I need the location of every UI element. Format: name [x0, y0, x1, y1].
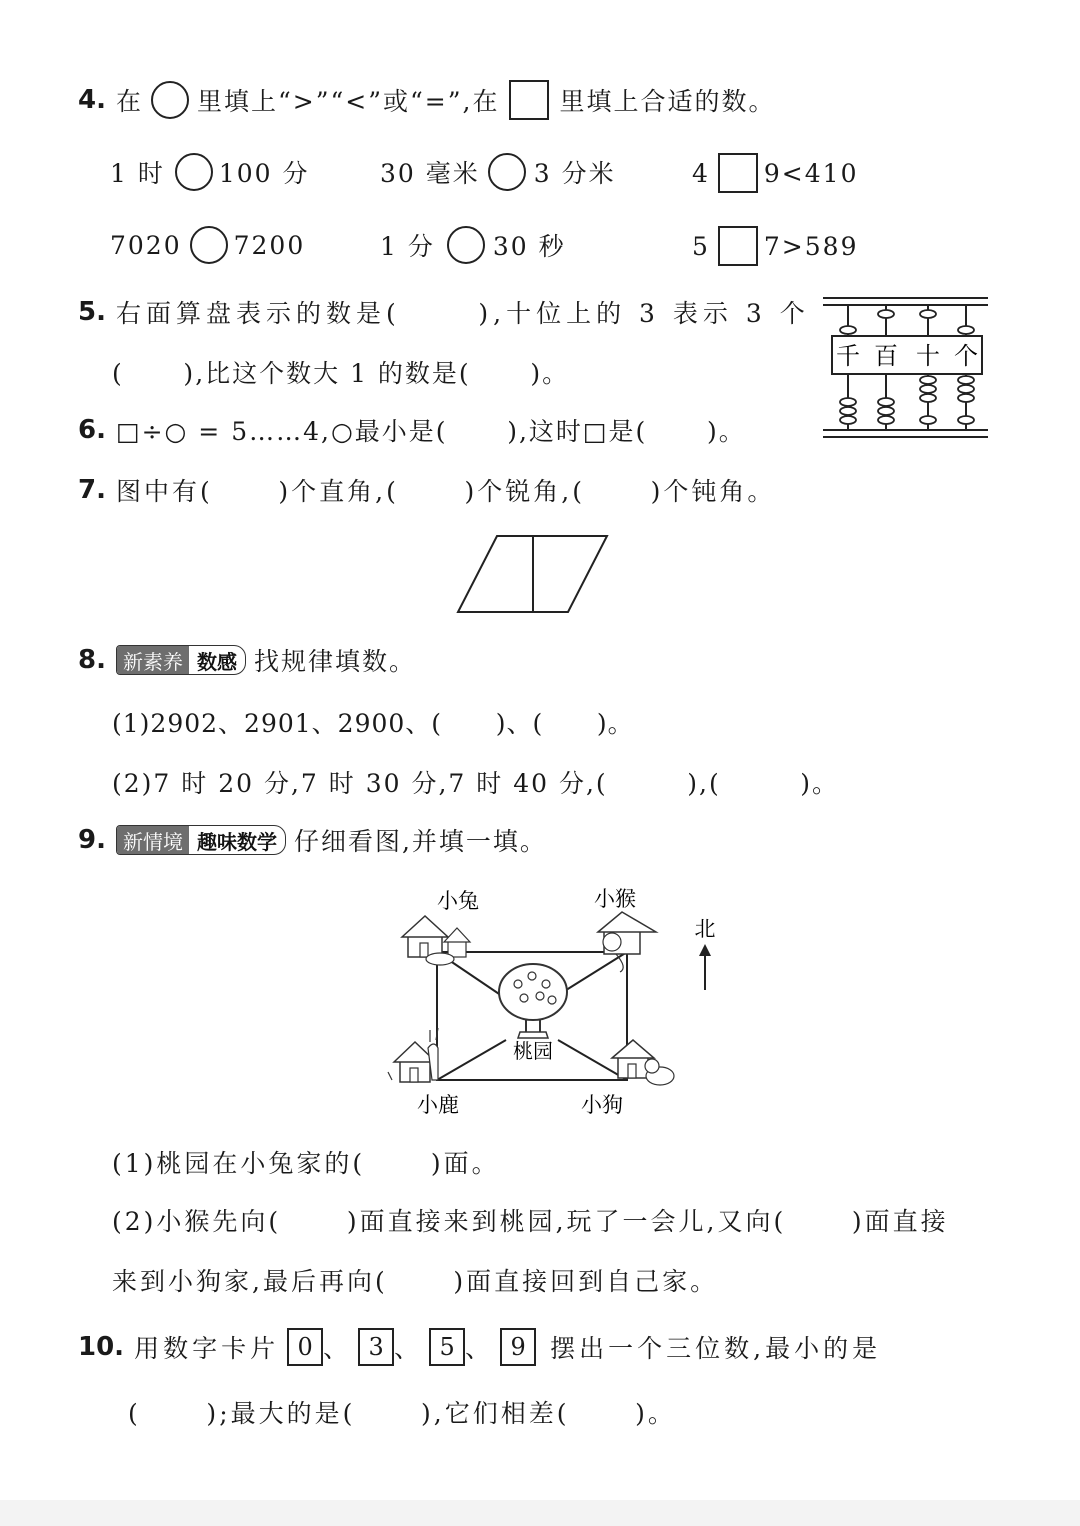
q4-item-left: 1 时: [110, 159, 165, 188]
new-context-badge: [116, 825, 286, 855]
q4-item-right: 7200: [233, 230, 306, 260]
badge-topic: 趣味数学: [196, 829, 277, 854]
q5-line-2: [112, 352, 569, 392]
rabbit-house-icon: [402, 916, 470, 965]
q9-header: [78, 820, 547, 860]
answer-circle[interactable]: [447, 226, 485, 264]
q7-text: 图中有( )个直角,( )个锐角,( )个钝角。: [115, 477, 776, 506]
card-separator: 、: [465, 1334, 493, 1363]
q10-text-3: ( );最大的是( ),它们相差( )。: [128, 1399, 676, 1428]
q7-number: 7.: [78, 475, 106, 505]
q10-text-2: 摆出一个三位数,最小的是: [550, 1334, 882, 1363]
q4-item-right: 100 分: [218, 159, 310, 188]
badge-topic: 数感: [196, 649, 237, 674]
answer-box[interactable]: [509, 80, 549, 120]
deer-label: 小鹿: [417, 1093, 459, 1117]
q6-text: □÷○ = 5……4,○最小是( ),这时□是( )。: [115, 417, 746, 446]
q9-sub-2-text-2: 来到小狗家,最后再向( )面直接回到自己家。: [112, 1267, 719, 1296]
q6-number: 6.: [78, 415, 106, 445]
q9-text: 仔细看图,并填一填。: [293, 827, 547, 856]
digit-card: 0: [287, 1328, 323, 1366]
q4-item-4: [110, 225, 305, 265]
badge-category: 新素养: [117, 646, 189, 674]
q4-text-1: 在: [115, 87, 143, 116]
digit-card: 5: [429, 1328, 465, 1366]
parallelogram-figure: [450, 528, 620, 618]
q4-item-left: 7020: [110, 230, 182, 260]
page-bottom-margin: [0, 1500, 1080, 1526]
q8-sub-2-text: (2)7 时 20 分,7 时 30 分,7 时 40 分,( ),( )。: [112, 769, 840, 798]
q5-text-2: ( ),比这个数大 1 的数是( )。: [112, 359, 570, 388]
q4-item-left: 5: [692, 231, 710, 261]
q4-item-1: [110, 152, 310, 192]
q8-header: [78, 640, 416, 680]
abacus-label-ones: 个: [954, 342, 978, 370]
peach-tree-icon: [499, 964, 567, 1038]
orchard-label: 桃园: [513, 1039, 553, 1063]
abacus-label-thousands: 千: [836, 342, 860, 370]
dog-house-icon: [612, 1040, 674, 1085]
q4-item-6: [692, 225, 858, 267]
q8-sub-2: [112, 762, 839, 802]
answer-circle[interactable]: [151, 81, 189, 119]
q4-header: [78, 80, 775, 120]
q4-item-3: [692, 152, 858, 194]
q4-number: 4.: [78, 85, 106, 115]
q10-number: 10.: [78, 1332, 125, 1362]
q9-sub-2-line-2: [112, 1260, 718, 1300]
q8-text: 找规律填数。: [253, 647, 416, 676]
direction-map: [380, 880, 740, 1125]
q8-sub-1: [112, 702, 634, 742]
answer-box[interactable]: [718, 226, 758, 266]
abacus-label-tens: 十: [916, 342, 940, 370]
q4-item-right: 30 秒: [492, 232, 566, 261]
q4-item-left: 30 毫米: [380, 159, 480, 188]
q10-line-2: [128, 1392, 676, 1432]
q4-text-2: 里填上“>”“<”或“=”,在: [196, 87, 500, 116]
q8-number: 8.: [78, 645, 106, 675]
q6: [78, 410, 746, 450]
monkey-label: 小猴: [594, 887, 636, 911]
q4-item-left: 1 分: [380, 232, 435, 261]
answer-circle[interactable]: [488, 153, 526, 191]
card-separator: 、: [394, 1334, 422, 1363]
answer-box[interactable]: [718, 153, 758, 193]
north-label: 北: [694, 917, 716, 941]
answer-circle[interactable]: [175, 153, 213, 191]
card-separator: 、: [323, 1334, 351, 1363]
q10-text-1: 用数字卡片: [134, 1334, 280, 1363]
q4-item-left: 4: [692, 158, 710, 188]
q7: [78, 470, 775, 510]
abacus-label-hundreds: 百: [874, 342, 898, 370]
q4-item-right: 3 分米: [533, 159, 616, 188]
abacus-figure: [818, 292, 993, 442]
digit-card: 3: [358, 1328, 394, 1366]
q9-sub-2-line-1: [112, 1200, 949, 1240]
q9-sub-2-text-1: (2)小猴先向( )面直接来到桃园,玩了一会儿,又向( )面直接: [112, 1207, 949, 1236]
digit-card: 9: [500, 1328, 536, 1366]
q5-text-1: 右面算盘表示的数是( ),十位上的 3 表示 3 个: [115, 299, 810, 328]
q4-item-right: 7>589: [763, 231, 859, 261]
q4-text-3: 里填上合适的数。: [559, 87, 776, 116]
new-literacy-badge: [116, 645, 246, 675]
q9-sub-1: [112, 1142, 500, 1182]
q4-item-5: [380, 225, 566, 265]
answer-circle[interactable]: [190, 226, 228, 264]
q9-number: 9.: [78, 825, 106, 855]
q8-sub-1-text: (1)2902、2901、2900、( )、( )。: [112, 709, 634, 738]
q9-sub-1-text: (1)桃园在小兔家的( )面。: [112, 1149, 500, 1178]
q4-item-right: 9<410: [763, 158, 859, 188]
q4-item-2: [380, 152, 616, 192]
q10-line-1: [78, 1326, 881, 1368]
deer-house-icon: [388, 1028, 438, 1082]
q5-number: 5.: [78, 297, 106, 327]
badge-category: 新情境: [117, 826, 189, 854]
dog-label: 小狗: [581, 1093, 623, 1117]
rabbit-label: 小兔: [437, 889, 479, 913]
q5-line-1: [78, 292, 810, 332]
